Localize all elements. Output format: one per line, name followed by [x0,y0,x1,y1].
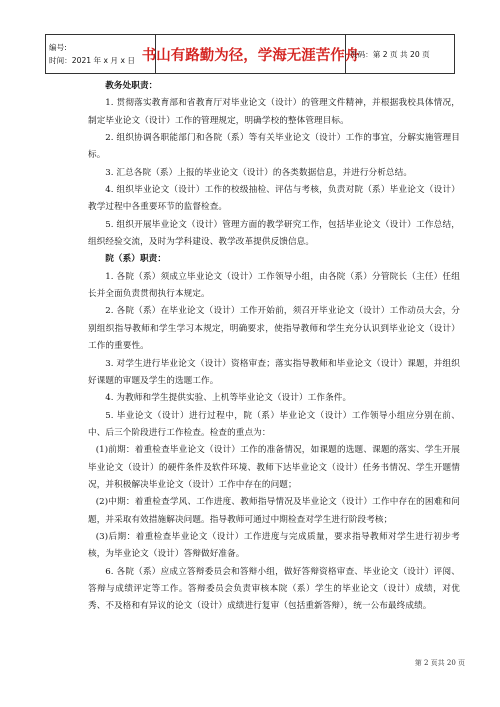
paragraph: 4. 组织毕业论文（设计）工作的校级抽检、评估与考核，负责对院（系）毕业论文（设计）教学过程中各重要环节的监督检查。 [88,185,460,213]
header-motto-cell [141,35,360,73]
number-label: 编号: [49,43,67,52]
paragraph: 6. 各院（系）应成立答辩委员会和答辩小组，做好答辩资格审查、毕业论文（设计）评阅、答辩与成绩评定等工作。答辩委员会负责审核本院（系）学生的毕业论文（设计）成绩，对优秀、不及格和有异议的论文（设计）成绩进行复审（包括重新答辩），统一公布最终成绩。 [88,566,460,612]
sub-paragraph: (1)前期：着重检查毕业论文（设计）工作的准备情况，如课题的选题、课题的落实、学生开展毕业论文（设计）的硬件条件及软件环境、教师下达毕业论文（设计）任务书情况、学生开题情况，并积极解决毕业论文（设计）工作中存在的问题； [88,445,460,490]
paragraph: 2. 组织协调各职能部门和各院（系）等有关毕业论文（设计）工作的事宜，分解实施管理目标。 [88,133,460,161]
page-info: 页码：第 2 页 共 20 页 [350,49,430,59]
sub-paragraph: (3)后期：着重检查毕业论文（设计）工作进度与完成质量，要求指导教师对学生进行初步考核，为毕业论文（设计）答辩做好准备。 [88,531,460,560]
paragraph: 2. 各院（系）在毕业论文（设计）工作开始前，须召开毕业论文（设计）工作动员大会，分别组织指导教师和学生学习本规定，明确要求，使指导教师和学生充分认识到毕业论文（设计）工作的重要性。 [88,306,460,352]
footer-page-number: 第 2 页共 20 页 [414,659,465,667]
page-header [45,34,455,74]
header-meta [46,35,156,73]
section-heading: 教务处职责： [105,81,158,91]
document-body [88,78,460,616]
paragraph: 3. 汇总各院（系）上报的毕业论文（设计）的各类数据信息，并进行分析总结。 [105,167,413,178]
sub-paragraph: (2)中期：着重检查学风、工作进度、教师指导情况及毕业论文（设计）工作中存在的困难和问题，并采取有效措施解决问题。指导教师可通过中期检查对学生进行阶段考核； [88,497,460,525]
paragraph: 4. 为教师和学生提供实验、上机等毕业论文（设计）工作条件。 [105,393,352,404]
motto-text: 书山有路勤为径，学海无涯苦作舟 [141,47,360,64]
paragraph: 3. 对学生进行毕业论文（设计）资格审查；落实指导教师和毕业论文（设计）课题，并组织好课题的审题及学生的选题工作。 [88,358,460,386]
paragraph: 1. 各院（系）须成立毕业论文（设计）工作领导小组，由各院（系）分管院长（主任）任组长并全面负责贯彻执行本规定。 [88,271,460,300]
header-page-info-cell [346,35,454,73]
paragraph: 1. 贯彻落实教育部和省教育厅对毕业论文（设计）的管理文件精神，并根据我校具体情况，制定毕业论文（设计）工作的管理规定，明确学校的整体管理目标。 [88,98,460,126]
section-heading: 院（系）职责： [105,254,167,265]
page-footer [0,658,465,668]
paragraph: 5. 毕业论文（设计）进行过程中，院（系）毕业论文（设计）工作领导小组应分别在前、中、后三个阶段进行工作检查。检查的重点为： [88,410,460,438]
paragraph: 5. 组织开展毕业论文（设计）管理方面的教学研究工作，包括毕业论文（设计）工作总结，组织经验交流，及时为学科建设、教学改革提供反馈信息。 [88,219,460,248]
time-label: 时间：2021 年 x 月 x 日 [49,56,135,65]
